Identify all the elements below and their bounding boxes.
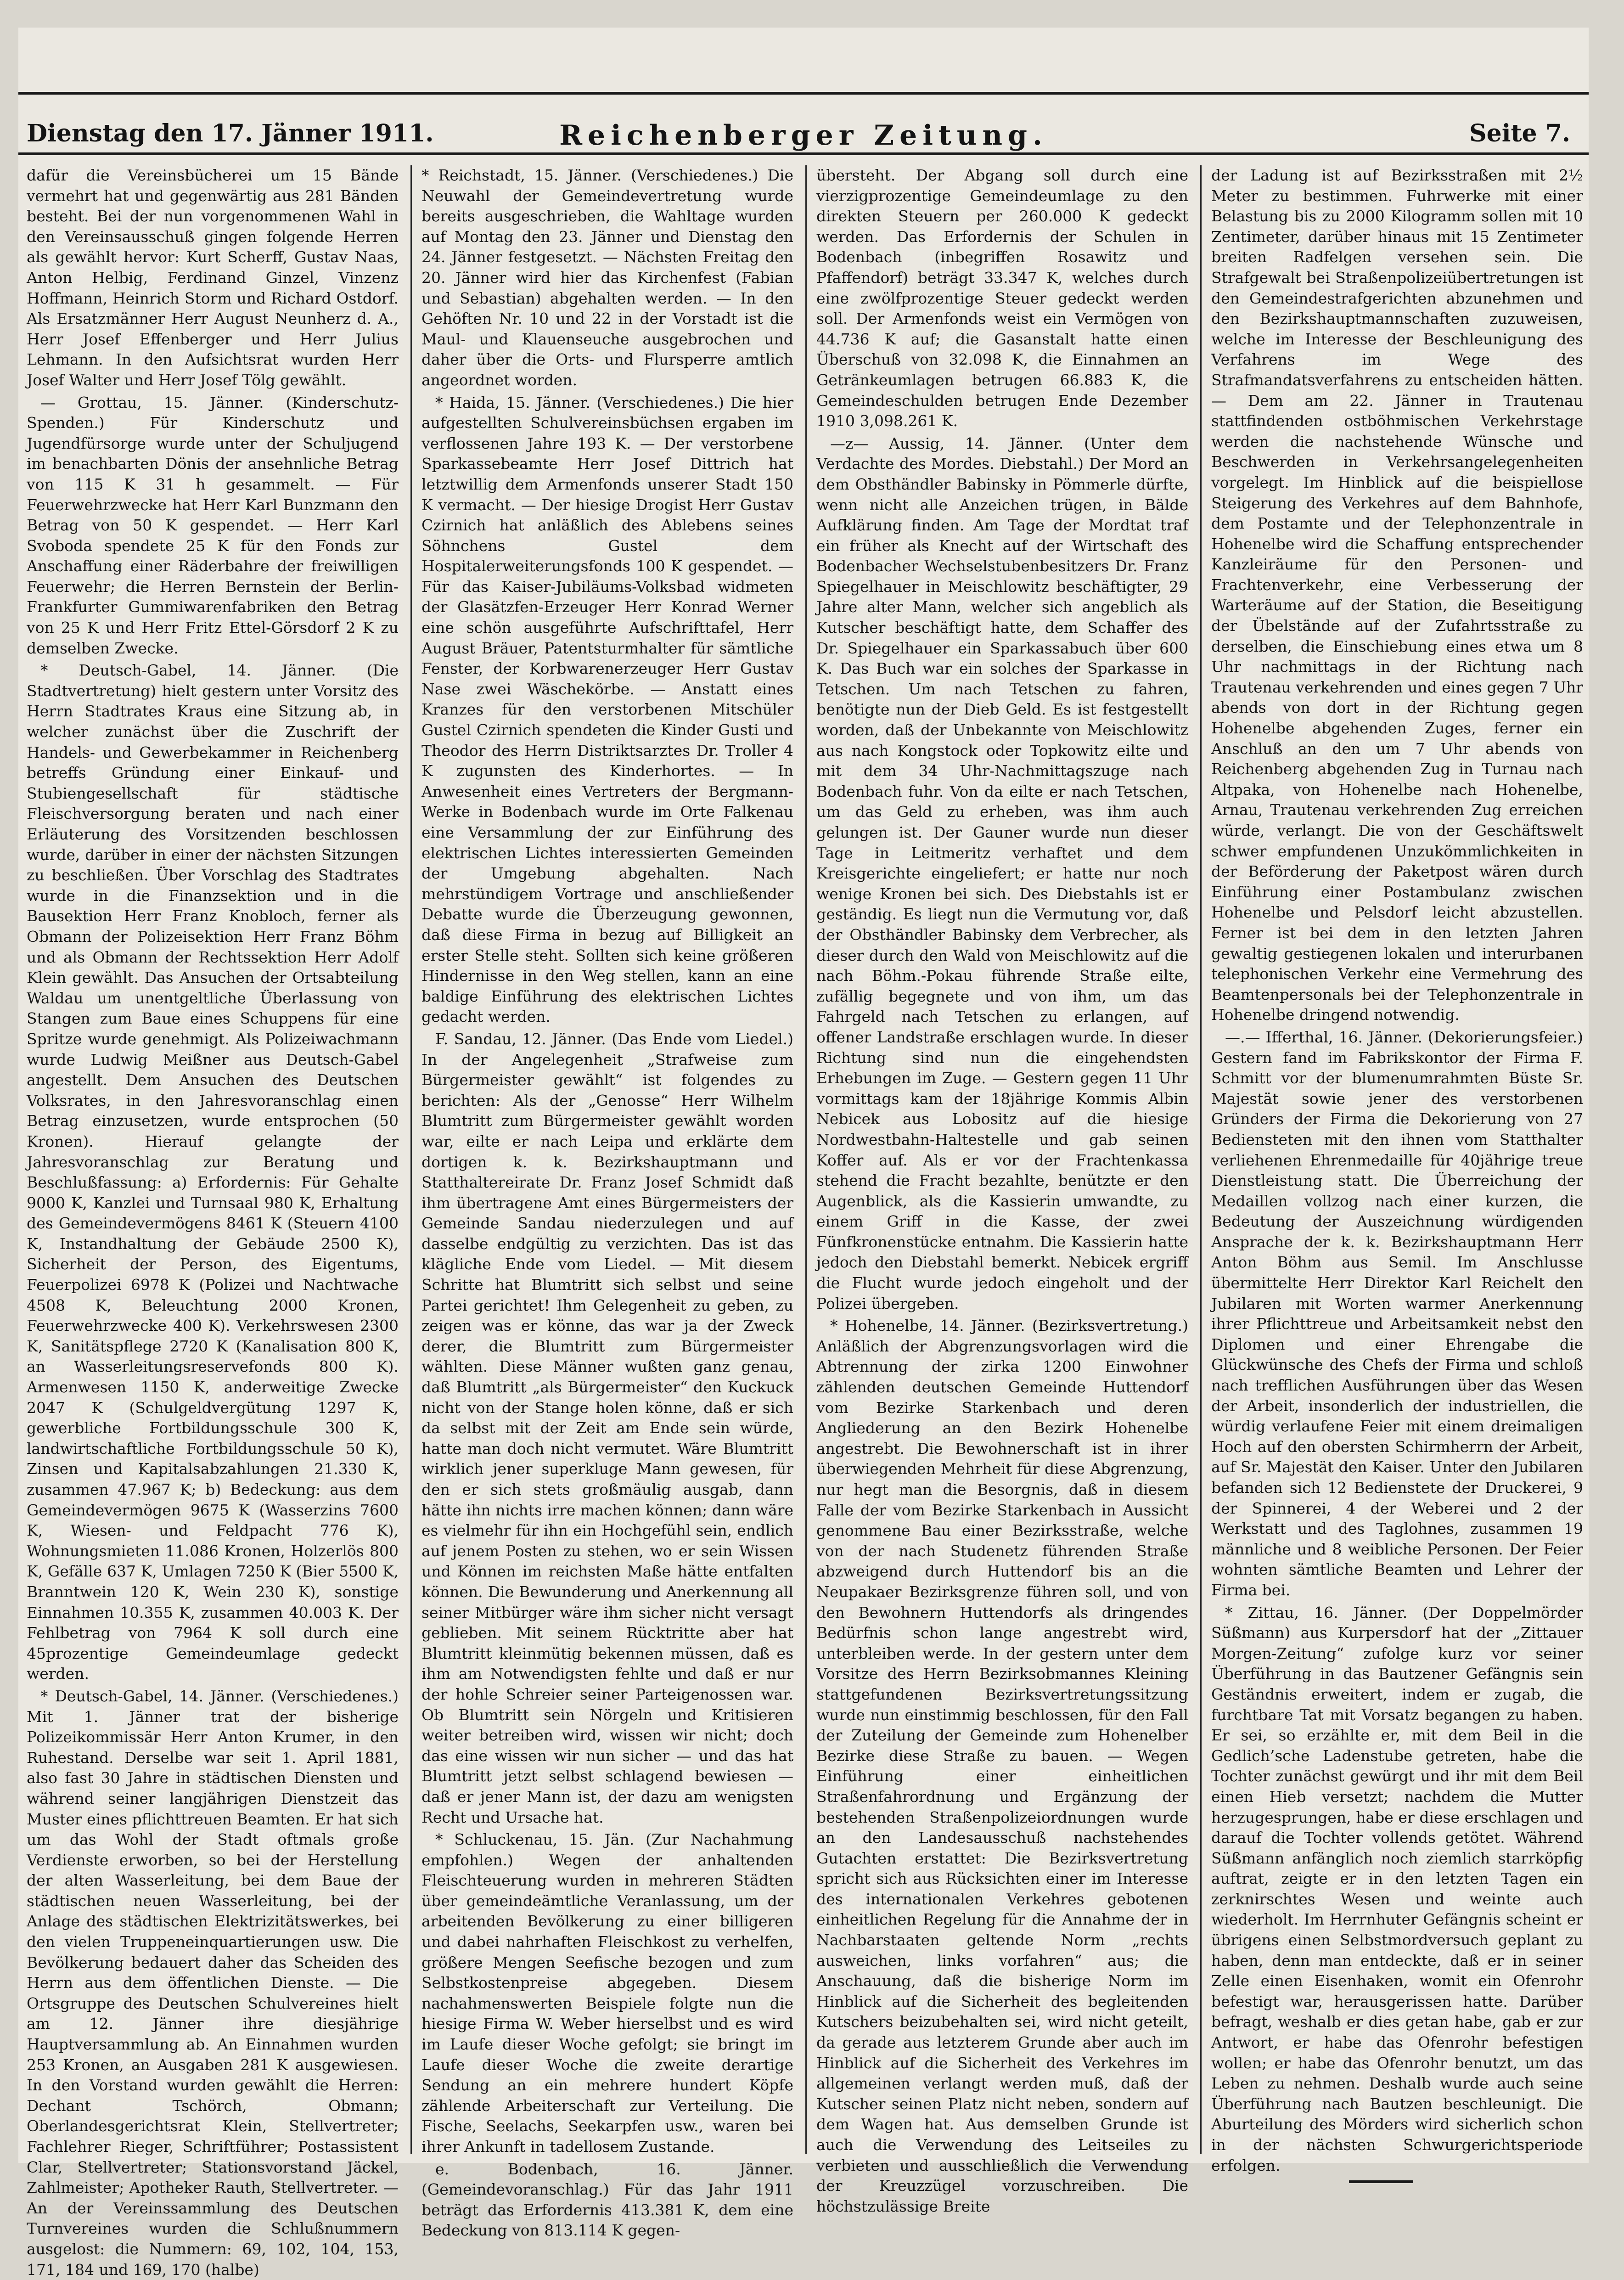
article-columns xyxy=(27,165,1583,2279)
page-number: Seite 7. xyxy=(1469,119,1570,147)
article-paragraph: * Haida, 15. Jänner. (Verschiedenes.) Die hier aufgestellten Schulvereinsbüchsen ergaben im verflossenen Jahre 193 K. — Der verstorbene Sparkassebeamte Herr Josef Dittrich hat letztwillig dem Armenfonds unserer Stadt 150 K vermacht. — Der hiesige Drogist Herr Gustav Czirnich hat anläßlich des Ablebens seines Söhnchens Gustel dem Hospitalerweiterungsfonds 100 K gespendet. — Für das Kaiser-Jubiläums-Volksbad widmeten der Glasätzfen-Erzeuger Herr Konrad Werner eine schön ausgeführte Aufschrifttafel, Herr August Bräuer, Patentsturmhalter für sämtliche Fenster, der Korbwarenerzeuger Herr Gustav Nase zwei Wäschekörbe. — Anstatt eines Kranzes für den verstorbenen Mitschüler Gustel Czirnich spendeten die Kinder Gusti und Theodor des Herrn Distriktsarztes Dr. Troller 4 K zugunsten des Kinderhortes. — In Anwesenheit eines Vertreters der Bergmann-Werke in Bodenbach wurde im Orte Falkenau eine Versammlung der zur Einführung des elektrischen Lichtes interessierten Gemeinden der Umgebung abgehalten. Nach mehrstündigem Vortrage und anschließender Debatte wurde die Überzeugung gewonnen, daß diese Firma in bezug auf Billigkeit an erster Stelle steht. Sollten sich keine größeren Hindernisse in den Weg stellen, kann an eine baldige Einführung des elektrischen Lichtes gedacht werden. xyxy=(421,393,793,1026)
page-header xyxy=(18,28,1589,95)
article-paragraph: übersteht. Der Abgang soll durch eine vierzigprozentige Gemeindeumlage zu den direkten Steuern per 260.000 K gedeckt werden. Das Erfordernis der Schulen in Bodenbach (inbegriffen Rosawitz und Pfaffendorf) beträgt 33.347 K, welches durch eine zwölfprozentige Steuer gedeckt werden soll. Der Armenfonds weist ein Vermögen von 44.736 K auf; die Gasanstalt hatte einen Überschuß von 32.098 K, die Einnahmen an Getränkeumlagen betrugen 66.883 K, die Gemeindeschulden betrugen Ende Dezember 1910 3,098.261 K. xyxy=(816,166,1188,430)
article-paragraph: dafür die Vereinsbücherei um 15 Bände vermehrt hat und gegenwärtig aus 281 Bänden besteht. Bei der nun vorgenommenen Wahl in den Vereinsausschuß gingen folgende Herren als gewählt hervor: Kurt Scherff, Gustav Naas, Anton Helbig, Ferdinand Ginzel, Vinzenz Hoffmann, Heinrich Storm und Richard Ostdorf. Als Ersatzmänner Herr August Neunherz d. A., Herr Josef Effenberger und Herr Julius Lehmann. In den Aufsichtsrat wurden Herr Josef Walter und Herr Josef Tölg gewählt. xyxy=(27,166,399,389)
article-paragraph: * Deutsch-Gabel, 14. Jänner. (Verschiedenes.) Mit 1. Jänner trat der bisherige Polizeikommissär Herr Anton Krumer, in den Ruhestand. Derselbe war seit 1. April 1881, also fast 30 Jahre in städtischen Diensten und während seiner langjährigen Dienstzeit das Muster eines pflichttreuen Beamten. Er hat sich um das Wohl der Stadt oftmals große Verdienste erworben, so bei der Herstellung der alten Wasserleitung, bei dem Baue der städtischen neuen Wasserleitung, bei der Anlage des städtischen Elektrizitätswerkes, bei den vielen Truppeneinquartierungen usw. Die Bevölkerung bedauert daher das Scheiden des Herrn aus dem öffentlichen Dienste. — Die Ortsgruppe des Deutschen Schulvereines hielt am 12. Jänner ihre diesjährige Hauptversammlung ab. An Einnahmen wurden 253 Kronen, an Ausgaben 281 K ausgewiesen. In den Vorstand wurden gewählt die Herren: Dechant Tschörch, Obmann; Oberlandesgerichtsrat Klein, Stellvertreter; Fachlehrer Rieger, Schriftführer; Postassistent Clar, Stellvertreter; Stationsvorstand Jäckel, Zahlmeister; Apotheker Rauth, Stellvertreter. — An der Vereinssammlung des Deutschen Turnvereines wurden die Schlußnummern ausgelost: die Nummern: 69, 102, 104, 153, 171, 184 und 169, 170 (halbe) xyxy=(27,1687,399,2279)
column-divider xyxy=(410,165,412,2154)
end-rule xyxy=(1349,2180,1413,2183)
column-3 xyxy=(816,165,1188,2215)
issue-date: Dienstag den 17. Jänner 1911. xyxy=(27,119,434,147)
column-1 xyxy=(27,165,399,2279)
article-paragraph: * Schluckenau, 15. Jän. (Zur Nachahmung empfohlen.) Wegen der anhaltenden Fleischteuerung wurden in mehreren Städten über gemeindeämtliche Veranlassung, um der arbeitenden Bevölkerung zu einer billigeren und dabei nahrhaften Fleischkost zu verhelfen, größere Mengen Seefische bezogen und zum Selbstkostenpreise abgegeben. Diesem nachahmenswerten Beispiele folgte nun die hiesige Firma W. Weber hierselbst und es wird im Laufe dieser Woche gefolgt; sie bringt im Laufe dieser Woche die zweite derartige Sendung an ein mehrere hundert Köpfe zählende Arbeiterschaft zur Verteilung. Die Fische, Seelachs, Seekarpfen usw., waren bei ihrer Ankunft in tadellosem Zustande. xyxy=(421,1830,793,2156)
column-divider xyxy=(805,165,807,2154)
column-2 xyxy=(421,165,793,2240)
column-divider xyxy=(1200,165,1202,2154)
article-paragraph: der Ladung ist auf Bezirksstraßen mit 2½ Meter zu bestimmen. Fuhrwerke mit einer Belastung bis zu 2000 Kilogramm sollen mit 10 Zentimeter, darüber hinaus mit 15 Zentimeter breiten Radfelgen versehen sein. Die Strafgewalt bei Straßenpolizeiübertretungen ist den Gemeindestrafgerichten abzunehmen und den Bezirkshauptmannschaften zuzuweisen, welche im Interesse der Beschleunigung des Verfahrens im Wege des Strafmandatsverfahrens zu entscheiden hätten. — Dem am 22. Jänner in Trautenau stattfindenden ostböhmischen Verkehrstage werden die nachstehende Wünsche und Beschwerden in Verkehrsangelegenheiten vorgelegt. Im Hinblick auf die beispiellose Steigerung des Verkehres auf dem Bahnhofe, dem Postamte und der Telephonzentrale in Hohenelbe wird die Schaffung entsprechender Kanzleiräume für den Personen- und Frachtenverkehr, eine Verbesserung der Warteräume auf der Station, die Beseitigung der Übelstände auf der Zufahrtsstraße zu derselben, die Einschiebung eines etwa um 8 Uhr nachmittags in der Richtung nach Trautenau verkehrenden und eines gegen 7 Uhr abends von dort in der Richtung gegen Hohenelbe abgehenden Zuges, ferner ein Anschluß an den um 7 Uhr abends von Reichenberg abgehenden Zug in Turnau nach Altpaka, von Hohenelbe nach Hohenelbe, Arnau, Trautenau verkehrenden Zug erreichen würde, verlangt. Die von der Geschäftswelt schwer empfundenen Unzukömmlichkeiten in der Beförderung der Paketpost wären durch Einführung einer Postambulanz zwischen Hohenelbe und Pelsdorf leicht abzustellen. Ferner ist bei dem in den letzten Jahren gewaltig gestiegenen lokalen und interurbanen telephonischen Verkehr eine Vermehrung des Beamtenpersonals bei der Telephonzentrale in Hohenelbe dringend notwendig. xyxy=(1211,166,1583,1024)
masthead-title: Reichenberger Zeitung. xyxy=(559,119,1048,152)
article-paragraph: * Reichstadt, 15. Jänner. (Verschiedenes.) Die Neuwahl der Gemeindevertretung wurde bereits ausgeschrieben, die Wahltage wurden auf Montag den 23. Jänner und Dienstag den 24. Jänner festgesetzt. — Nächsten Freitag den 20. Jänner wird hier das Kirchenfest (Fabian und Sebastian) abgehalten werden. — In den Gehöften Nr. 10 und 22 in der Vorstadt ist die Maul- und Klauenseuche ausgebrochen und daher über die Orts- und Flursperre amtlich angeordnet worden. xyxy=(421,166,793,389)
article-paragraph: F. Sandau, 12. Jänner. (Das Ende vom Liedel.) In der Angelegenheit „Strafweise zum Bürgermeister gewählt“ ist folgendes zu berichten: Als der „Genosse“ Herr Wilhelm Blumtritt zum Bürgermeister gewählt worden war, eilte er nach Leipa und erklärte dem dortigen k. k. Bezirkshauptmann und Statthaltereirate Dr. Franz Josef Schmidt daß ihm übertragene Amt eines Bürgermeisters der Gemeinde Sandau niederzulegen und auf dasselbe endgültig zu verzichten. Das ist das klägliche Ende vom Liedel. — Mit diesem Schritte hat Blumtritt sich selbst und seine Partei gerichtet! Ihm Gelegenheit zu geben, zu zeigen was er könne, das war ja der Zweck derer, die Blumtritt zum Bürgermeister wählten. Diese Männer wußten ganz genau, daß Blumtritt „als Bürgermeister“ den Kuckuck nicht von der Stange holen könne, daß er sich da selbst mit der Zeit am Ende sein würde, hatte man doch nicht vermutet. Wäre Blumtritt wirklich jener superkluge Mann gewesen, für den er sich stets großmäulig ausgab, dann hätte ihn nichts irre machen können; dann wäre es vielmehr für ihn ein Hochgefühl sein, endlich auf jenem Posten zu stehen, wo er sein Wissen und Können im reichsten Maße hätte entfalten können. Die Bewunderung und Anerkennung all seiner Mitbürger wäre ihm sicher nicht versagt geblieben. Mit seinem Rücktritte aber hat Blumtritt kleinmütig bekennen müssen, daß es ihm am Notwendigsten fehlte und daß er nur der hohle Schreier seiner Parteigenossen war. Ob Blumtritt sein Nörgeln und Kritisieren weiter betreiben wird, wissen wir nicht; doch das eine wissen wir nun sicher — und das hat Blumtritt jetzt selbst schlagend bewiesen — daß er jener Mann ist, der dazu am wenigsten Recht und Ursache hat. xyxy=(421,1030,793,1826)
article-paragraph: — Grottau, 15. Jänner. (Kinderschutz-Spenden.) Für Kinderschutz und Jugendfürsorge wurde unter der Schuljugend im benachbarten Dönis der ansehnliche Betrag von 115 K 31 h gesammelt. — Für Feuerwehrzwecke hat Herr Karl Bunzmann den Betrag von 50 K gespendet. — Herr Karl Svoboda spendete 25 K für den Fonds zur Anschaffung einer Räderbahre der freiwilligen Feuerwehr; die Herren Bernstein der Berlin-Frankfurter Gummiwarenfabriken den Betrag von 25 K und Herr Fritz Ettel-Görsdorf 2 K zu demselben Zwecke. xyxy=(27,393,399,657)
article-paragraph: —.— Ifferthal, 16. Jänner. (Dekorierungsfeier.) Gestern fand im Fabrikskontor der Firma F. Schmitt vor der blumenumrahmten Büste Sr. Majestät sowie jener des verstorbenen Gründers der Firma die Dekorierung von 27 Bediensteten mit den ihnen vom Statthalter verliehenen Ehrenmedaille für 40jährige treue Dienstleistung statt. Die Überreichung der Medaillen vollzog nach einer kurzen, die Bedeutung der Auszeichnung würdigenden Ansprache der k. k. Bezirkshauptmann Herr Anton Böhm aus Semil. Im Anschlusse übermittelte Herr Direktor Karl Reichelt den Jubilaren mit Worten warmer Anerkennung ihrer Pflichttreue und Arbeitsamkeit nebst den Diplomen und einer Ehrengabe die Glückwünsche des Chefs der Firma und schloß nach trefflichen Ausführungen über das Wesen der Arbeit, insonderlich der industriellen, die würdig verlaufene Feier mit einem dreimaligen Hoch auf den obersten Schirmherrn der Arbeit, auf Sr. Majestät den Kaiser. Unter den Jubilaren befanden sich 12 Bedienstete der Druckerei, 9 der Spinnerei, 4 der Weberei und 2 der Werkstatt und des Taglohnes, zusammen 19 männliche und 8 weibliche Personen. Der Feier wohnten sämtliche Beamten und Lehrer der Firma bei. xyxy=(1211,1028,1583,1599)
article-paragraph: —z— Aussig, 14. Jänner. (Unter dem Verdachte des Mordes. Diebstahl.) Der Mord an dem Obsthändler Babinsky in Pömmerle dürfte, wenn nicht alle Anzeichen trügen, in Bälde Aufklärung finden. Am Tage der Mordtat traf ein früher als Knecht auf der Wirtschaft des Bodenbacher Wechselstubenbesitzers Dr. Franz Spiegelhauer in Meischlowitz beschäftigter, 29 Jahre alter Mann, welcher sich angeblich als Kutscher beschäftigt hatte, dem Schaffer des Dr. Spiegelhauer ein Sparkassabuch über 600 K. Das Buch war ein solches der Sparkasse in Tetschen. Um nach Tetschen zu fahren, benötigte nun der Dieb Geld. Es ist festgestellt worden, daß der Unbekannte von Meischlowitz aus nach Kongstock oder Topkowitz eilte und mit dem 34 Uhr-Nachmittagszuge nach Bodenbach fuhr. Von da eilte er nach Tetschen, um das Geld zu erheben, was ihm auch gelungen ist. Der Gauner wurde nun dieser Tage in Leitmeritz verhaftet und dem Kreisgerichte eingeliefert; er hatte nur noch wenige Kronen bei sich. Des Diebstahls ist er geständig. Es liegt nun die Vermutung vor, daß der Obsthändler Babinsky dem Verbrecher, als dieser durch den Wald von Meischlowitz auf die nach Böhm.-Pokau führende Straße eilte, zufällig begegnete und von ihm, um das Fahrgeld nach Tetschen zu erlangen, auf offener Landstraße erschlagen wurde. In dieser Richtung sind nun die eingehendsten Erhebungen im Zuge. — Gestern gegen 11 Uhr vormittags kam der 18jährige Kommis Albin Nebicek aus Lobositz auf die hiesige Nordwestbahn-Haltestelle und gab seinen Koffer auf. Als er vor der Frachtenkassa stehend die Fracht bezahlte, benützte er den Augenblick, als die Kassierin umwandte, zu einem Griff in die Kasse, der zwei Fünfkronenstücke entnahm. Die Kassierin hatte jedoch den Diebstahl bemerkt. Nebicek ergriff die Flucht wurde jedoch eingeholt und der Polizei übergeben. xyxy=(816,434,1188,1312)
article-paragraph: e. Bodenbach, 16. Jänner. (Gemeindevoranschlag.) Für das Jahr 1911 beträgt das Erfordernis 413.381 K, dem eine Bedeckung von 813.114 K gegen- xyxy=(421,2160,793,2240)
header-rule xyxy=(18,152,1589,155)
article-paragraph: * Deutsch-Gabel, 14. Jänner. (Die Stadtvertretung) hielt gestern unter Vorsitz des Herrn Stadtrates Kraus eine Sitzung ab, in welcher zunächst über die Zuschrift der Handels- und Gewerbekammer in Reichenberg betreffs Gründung einer Einkauf- und Stubiengesellschaft für städtische Fleischversorgung beraten und nach einer Erläuterung des Vorsitzenden beschlossen wurde, darüber in einer der nächsten Sitzungen zu beschließen. Über Vorschlag des Stadtrates wurde in die Finanzsektion und in die Bausektion Herr Franz Knobloch, ferner als Obmann der Polizeisektion Herr Franz Böhm und als Obmann der Rechtssektion Herr Adolf Klein gewählt. Das Ansuchen der Ortsabteilung Waldau um unentgeltliche Überlassung von Stangen zum Baue eines Schuppens für eine Spritze wurde genehmigt. Als Polizeiwachmann wurde Ludwig Meißner aus Deutsch-Gabel angestellt. Dem Ansuchen des Deutschen Volksrates, in den Jahresvoranschlag einen Betrag einzusetzen, wurde entsprochen (50 Kronen). Hierauf gelangte der Jahresvoranschlag zur Beratung und Beschlußfassung: a) Erfordernis: Für Gehalte 9000 K, Kanzlei und Turnsaal 980 K, Erhaltung des Gemeindevermögens 8461 K (Steuern 4100 K, Instandhaltung der Gebäude 2500 K), Sicherheit der Person, des Eigentums, Feuerpolizei 6978 K (Polizei und Nachtwache 4508 K, Beleuchtung 2000 Kronen, Feuerwehrzwecke 400 K). Verkehrswesen 2300 K, Sanitätspflege 2720 K (Kanalisation 800 K, an Wasserleitungsreservefonds 800 K). Armenwesen 1150 K, anderweitige Zwecke 2047 K (Schulgeldvergütung 1297 K, gewerbliche Fortbildungsschule 300 K, landwirtschaftliche Fortbildungsschule 50 K), Zinsen und Kapitalsabzahlungen 21.330 K, zusammen 47.967 K; b) Bedeckung: aus dem Gemeindevermögen 9675 K (Wasserzins 7600 K, Wiesen- und Feldpacht 776 K), Wohnungsmieten 11.086 Kronen, Holzerlös 800 K, Gefälle 637 K, Umlagen 7250 K (Bier 5500 K, Branntwein 120 K, Wein 230 K), sonstige Einnahmen 10.355 K, zusammen 40.003 K. Der Fehlbetrag von 7964 K soll durch eine 45prozentige Gemeindeumlage gedeckt werden. xyxy=(27,661,399,1683)
article-paragraph: * Zittau, 16. Jänner. (Der Doppelmörder Süßmann) aus Kurpersdorf hat der „Zittauer Morgen-Zeitung“ zufolge kurz vor seiner Überführung in das Bautzener Gefängnis sein Geständnis erweitert, indem er zugab, die furchtbare Tat mit Vorsatz begangen zu haben. Er sei, so erzählte er, mit dem Beil in die Gedlich’sche Ladenstube getreten, habe die Tochter zunächst gewürgt und ihr mit dem Beil einen Hieb versetzt; nachdem die Mutter herzugesprungen, habe er diese erschlagen und darauf die Tochter vollends getötet. Während Süßmann anfänglich noch ziemlich starrköpfig auftrat, zeigte er in den letzten Tagen ein zerknirschtes Wesen und weinte auch wiederholt. Im Herrnhuter Gefängnis scheint er übrigens einen Selbstmordversuch geplant zu haben, denn man entdeckte, daß er in seiner Zelle einen Eisenhaken, womit ein Ofenrohr befestigt war, herausgerissen hatte. Darüber befragt, weshalb er dies getan habe, gab er zur Antwort, er habe das Ofenrohr befestigen wollen; er habe das Ofenrohr benutzt, um das Leben zu nehmen. Deshalb wurde auch seine Überführung nach Bautzen beschleunigt. Die Aburteilung des Mörders wird sicherlich schon in der nächsten Schwurgerichtsperiode erfolgen. xyxy=(1211,1603,1583,2174)
article-paragraph: * Hohenelbe, 14. Jänner. (Bezirksvertretung.) Anläßlich der Abgrenzungsvorlagen wird die Abtrennung der zirka 1200 Einwohner zählenden deutschen Gemeinde Huttendorf vom Bezirke Starkenbach und deren Angliederung an den Bezirk Hohenelbe angestrebt. Die Bewohnerschaft ist in ihrer überwiegenden Mehrheit für diese Abgrenzung, nur hegt man die Besorgnis, daß in diesem Falle der vom Bezirke Starkenbach in Aussicht genommene Bau einer Bezirksstraße, welche von der nach Studenetz führenden Straße abzweigend durch Huttendorf bis an die Neupakaer Bezirksgrenze führen soll, und von den Bewohnern Huttendorfs als dringendes Bedürfnis schon lange angestrebt wird, unterbleiben werde. In der gestern unter dem Vorsitze des Herrn Bezirksobmannes Kleining stattgefundenen Bezirksvertretungssitzung wurde nun einstimmig beschlossen, für den Fall der Zuteilung der Gemeinde zum Hohenelber Bezirke diese Straße zu bauen. — Wegen Einführung einer einheitlichen Straßenfahrordnung und Ergänzung der bestehenden Straßenpolizeiordnungen wurde an den Landesausschuß nachstehendes Gutachten erstattet: Die Bezirksvertretung spricht sich aus Rücksichten einer im Interesse des internationalen Verkehres gebotenen einheitlichen Regelung für die Annahme der in Nachbarstaaten geltende Norm „rechts ausweichen, links vorfahren“ aus; die Anschauung, daß die bisherige Norm im Hinblick auf die Sicherheit des begleitenden Kutschers beizubehalten sei, wird nicht geteilt, da gerade aus letzterem Grunde aber auch im Hinblick auf die Sicherheit des Verkehres im allgemeinen verlangt werden muß, daß der Kutscher seinen Platz nicht neben, sondern auf dem Wagen hat. Aus demselben Grunde ist auch die Verwendung des Leitseiles zu verbieten und ausschließlich die Verwendung der Kreuzzügel vorzuschreiben. Die höchstzulässige Breite xyxy=(816,1317,1188,2215)
newspaper-page xyxy=(18,28,1589,2279)
column-4 xyxy=(1211,165,1583,2174)
